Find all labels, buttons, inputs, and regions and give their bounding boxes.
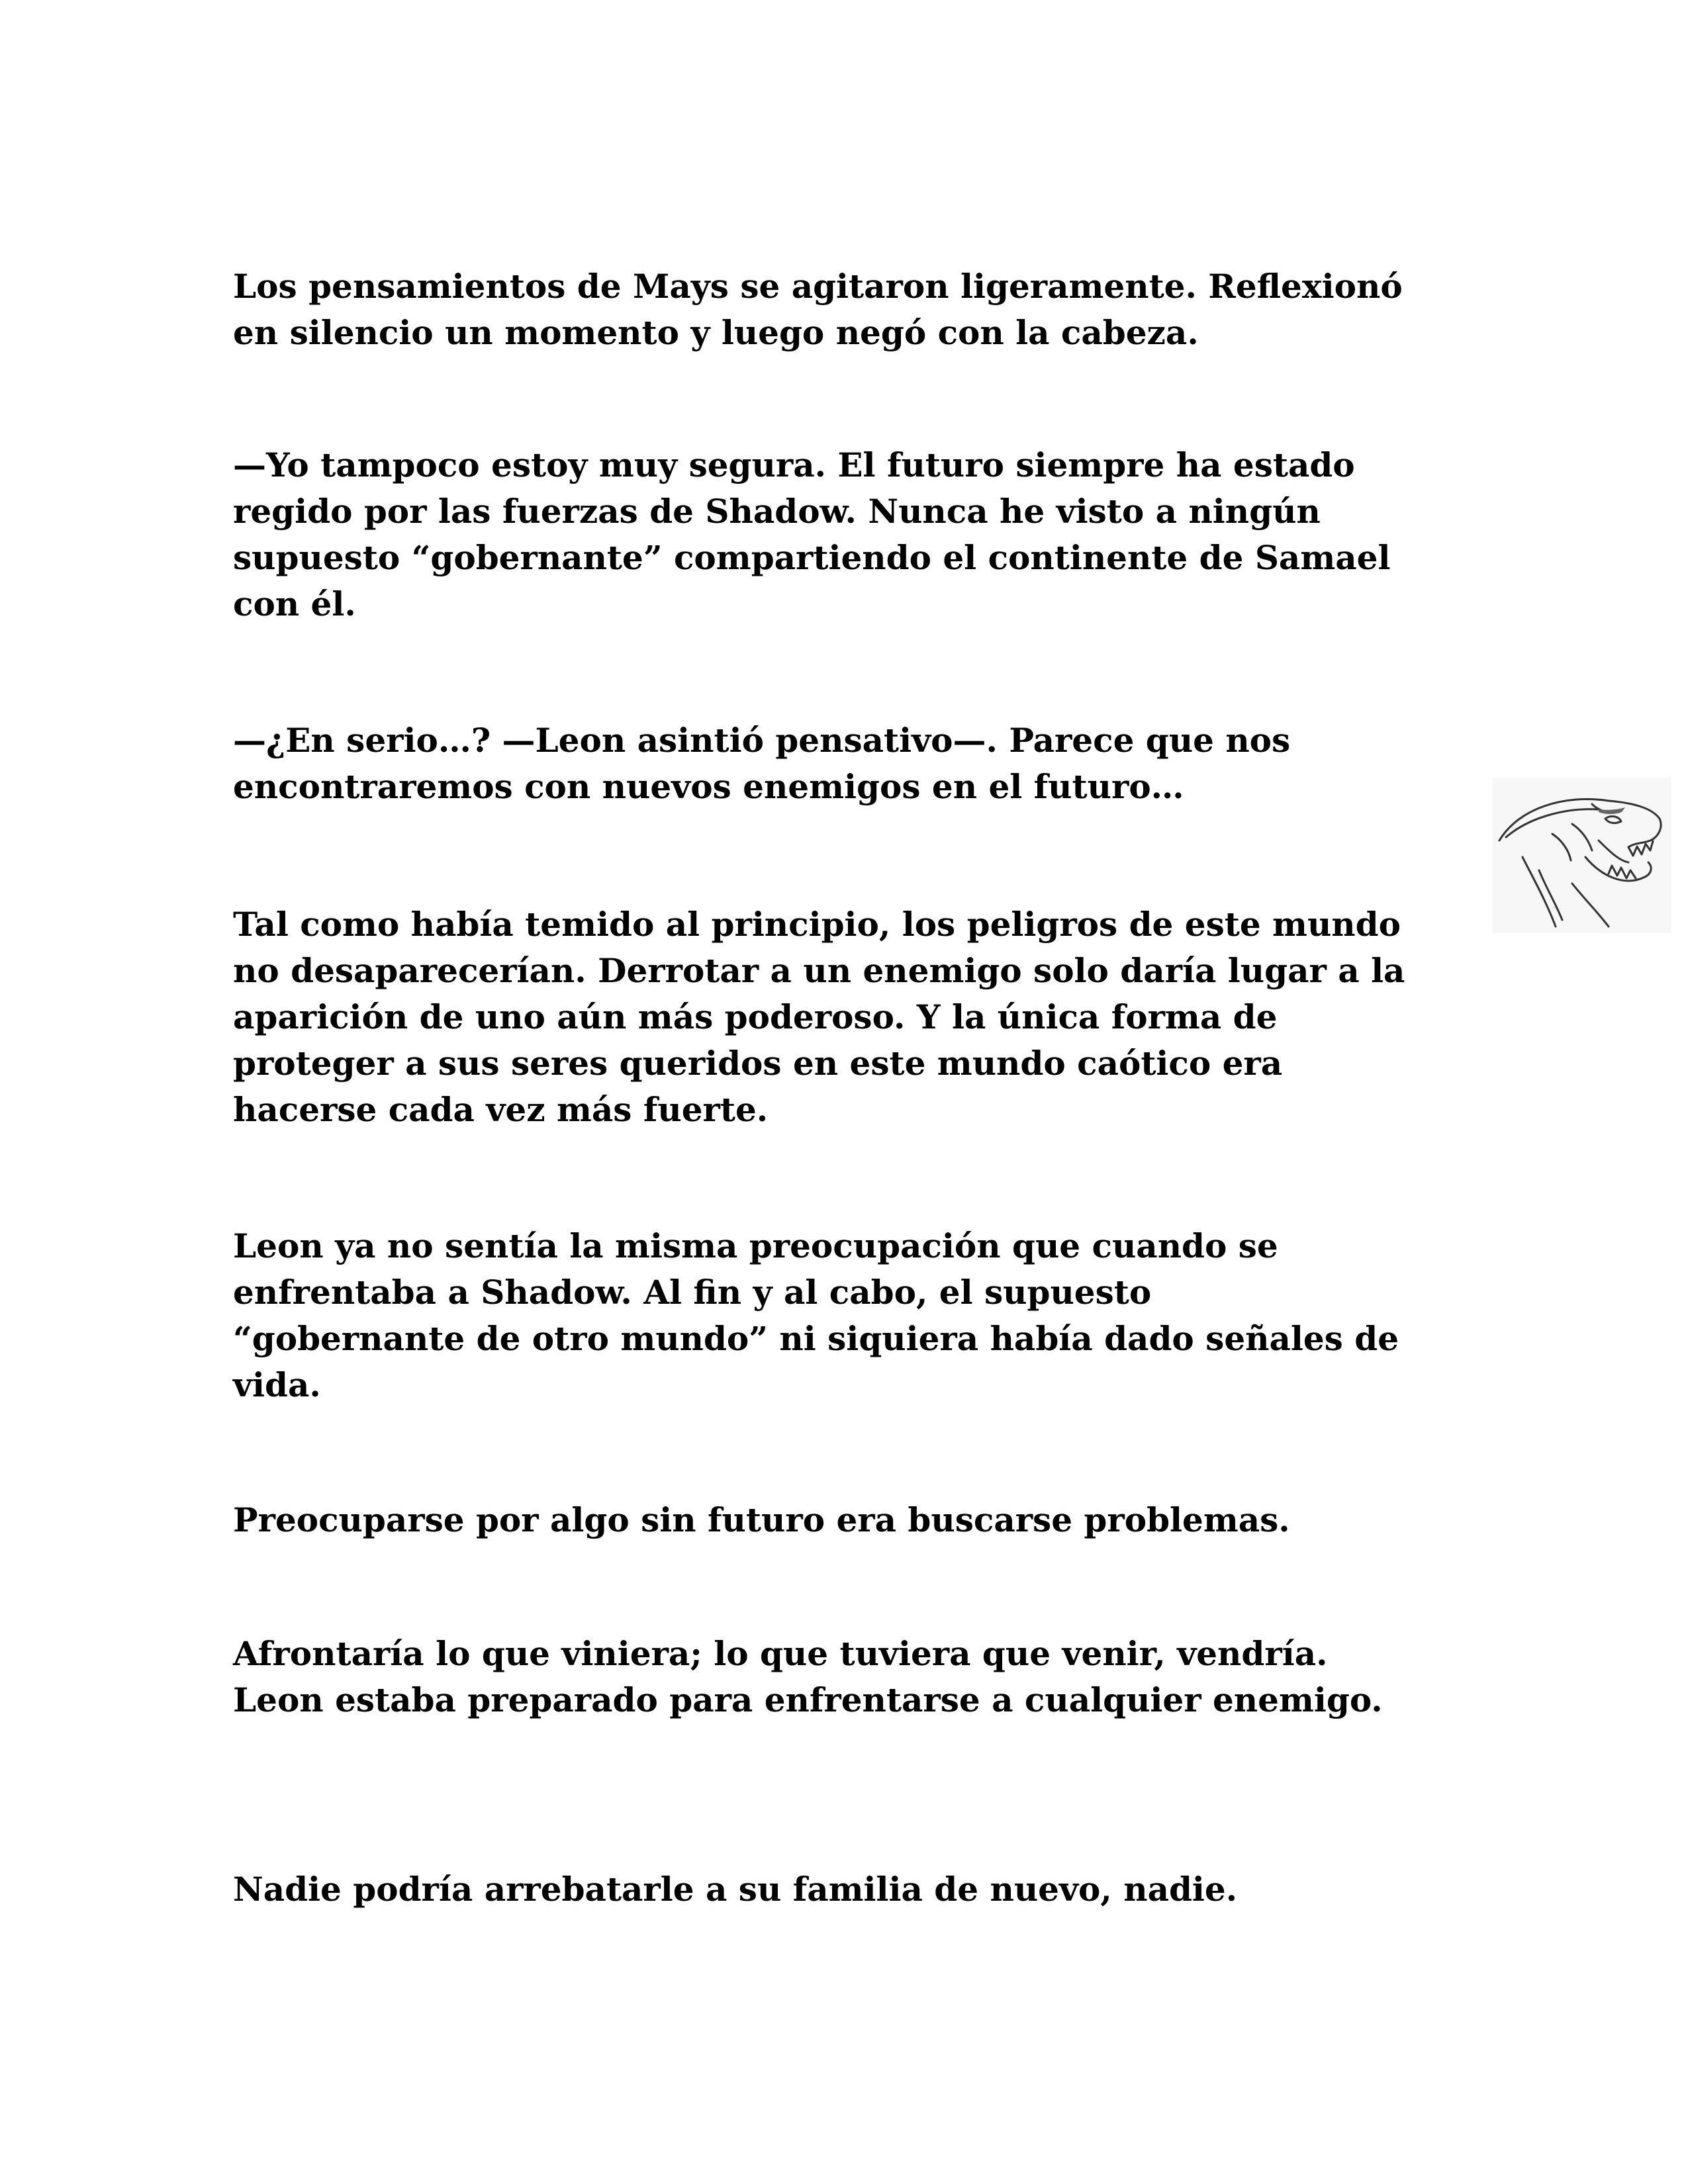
paragraph-8: Nadie podría arrebatarle a su familia de nuevo, nadie.: [233, 1870, 1238, 1909]
paragraph-5: Leon ya no sentía la misma preocupación que cuando se enfrentaba a Shadow. Al fin y al cabo, el supuesto “gobernante de otro mundo” ni siquiera había dado señales de vida.: [233, 1226, 1399, 1404]
paragraph-2: —Yo tampoco estoy muy segura. El futuro siempre ha estado regido por las fuerzas de Shadow. Nunca he visto a ningún supuesto “gobernante” compartiendo el continente de Samael con él.: [233, 445, 1391, 623]
dinosaur-head-sketch-icon: [1493, 778, 1671, 933]
paragraph-3: —¿En serio…? —Leon asintió pensativo—. Parece que nos encontraremos con nuevos enemigos en el futuro…: [233, 721, 1291, 806]
paragraph-4: Tal como había temido al principio, los peligros de este mundo no desaparecerían. Derrotar a un enemigo solo daría lugar a la aparición de uno aún más poderoso. Y la única forma de proteger a sus seres queridos en este mundo caótico era hacerse cada vez más fuerte.: [233, 905, 1405, 1129]
paragraph-6: Preocuparse por algo sin futuro era buscarse problemas.: [233, 1500, 1290, 1539]
paragraph-1: Los pensamientos de Mays se agitaron ligeramente. Reflexionó en silencio un momento y luego negó con la cabeza.: [233, 267, 1403, 352]
paragraph-7: Afrontaría lo que viniera; lo que tuviera que venir, vendría. Leon estaba preparado para enfrentarse a cualquier enemigo.: [233, 1634, 1383, 1719]
